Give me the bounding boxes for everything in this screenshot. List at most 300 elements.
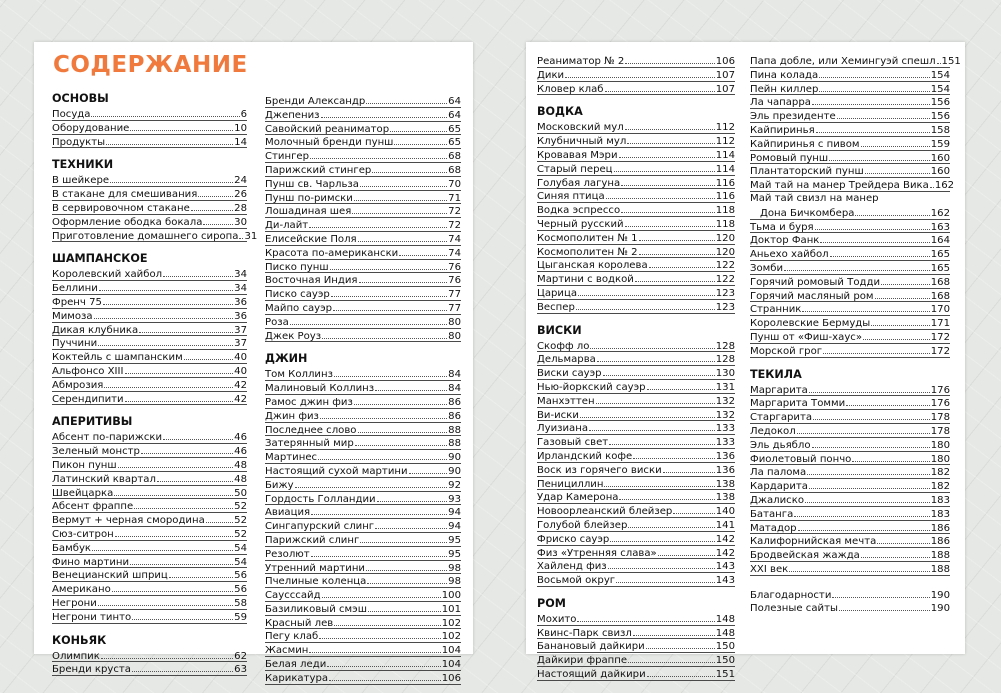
dot-leader [198, 187, 233, 197]
dot-leader [577, 612, 714, 622]
toc-entry[interactable] [265, 478, 461, 492]
toc-entry[interactable] [265, 423, 461, 437]
toc-entry[interactable] [750, 562, 950, 576]
page-number: 80 [448, 316, 461, 328]
toc-entry[interactable] [265, 287, 461, 301]
dot-leader [865, 164, 930, 174]
dot-leader [125, 392, 234, 402]
page-number: 107 [715, 69, 735, 81]
entry-title: Бродвейская жажда [750, 550, 860, 562]
entry-title: Мимоза [52, 310, 93, 322]
dot-leader [377, 492, 448, 502]
toc-entry[interactable] [537, 68, 735, 82]
toc-entry[interactable] [52, 107, 247, 121]
toc-entry[interactable] [537, 300, 735, 314]
toc-entry[interactable] [52, 662, 247, 676]
entry-title: Физ «Утренняя слава» [537, 547, 657, 559]
dot-leader [639, 231, 715, 241]
toc-entry[interactable] [265, 409, 461, 423]
toc-entry[interactable] [265, 315, 461, 329]
toc-entry[interactable] [537, 408, 735, 422]
toc-entry[interactable] [537, 532, 735, 546]
entry-title: Водка эспрессо [537, 205, 621, 217]
toc-entry[interactable] [537, 463, 735, 477]
entry-title: Сюз-ситрон [52, 528, 114, 540]
dot-leader [809, 479, 930, 489]
entry-title: Олимпик [52, 650, 100, 662]
toc-entry[interactable] [52, 649, 247, 663]
toc-entry[interactable] [750, 109, 950, 123]
page-number: 26 [234, 189, 247, 201]
toc-entry[interactable] [537, 176, 735, 190]
toc-entry[interactable] [750, 588, 950, 602]
toc-entry[interactable] [52, 364, 247, 378]
toc-entry[interactable] [265, 395, 461, 409]
toc-entry[interactable] [537, 421, 735, 435]
toc-entry[interactable] [750, 206, 950, 220]
entry-title: Мартинес [265, 452, 318, 464]
dot-leader [633, 626, 715, 636]
page-number: 141 [715, 519, 735, 531]
page-number: 186 [930, 536, 950, 548]
toc-entry[interactable] [750, 289, 950, 303]
toc-entry[interactable] [537, 189, 735, 203]
toc-entry[interactable] [537, 54, 735, 68]
dot-leader [334, 367, 447, 377]
toc-entry[interactable] [537, 217, 735, 231]
entry-title: Американо [52, 584, 111, 596]
page-number: 46 [234, 432, 247, 444]
page-number: 74 [448, 233, 461, 245]
toc-entry[interactable] [750, 465, 950, 479]
entry-title: Коктейль с шампанским [52, 352, 183, 364]
entry-title: Клубничный мул [537, 136, 627, 148]
dot-leader [580, 408, 715, 418]
page-number: 46 [234, 446, 247, 458]
toc-entry[interactable] [537, 490, 735, 504]
toc-entry[interactable] [265, 108, 461, 122]
toc-entry[interactable] [537, 546, 735, 560]
toc-entry[interactable] [750, 123, 950, 137]
toc-entry[interactable] [52, 610, 247, 624]
toc-entry[interactable] [750, 164, 950, 178]
page-number: 136 [715, 464, 735, 476]
toc-entry[interactable] [52, 513, 247, 527]
page-number: 86 [448, 396, 461, 408]
toc-entry[interactable] [750, 452, 950, 466]
toc-entry[interactable] [265, 602, 461, 616]
entry-title: Эль президенте [750, 111, 836, 123]
toc-entry[interactable] [537, 518, 735, 532]
toc-entry[interactable] [52, 555, 247, 569]
page-number: 54 [234, 556, 247, 568]
toc-entry[interactable] [750, 438, 950, 452]
toc-entry[interactable] [265, 329, 461, 343]
toc-entry[interactable] [52, 229, 258, 243]
dot-leader [114, 486, 233, 496]
toc-entry[interactable] [750, 316, 950, 330]
dot-leader [614, 162, 715, 172]
dot-leader [125, 364, 234, 374]
page-number: 59 [234, 611, 247, 623]
toc-entry[interactable] [750, 424, 950, 438]
toc-entry[interactable] [265, 163, 461, 177]
toc-entry[interactable] [52, 336, 247, 350]
entry-title: Красота по-американски [265, 247, 399, 259]
toc-entry[interactable] [265, 246, 461, 260]
page-number: 128 [715, 340, 735, 352]
dot-leader [855, 206, 929, 216]
toc-entry[interactable] [750, 261, 950, 275]
toc-entry[interactable] [537, 272, 735, 286]
toc-entry[interactable] [265, 450, 461, 464]
entry-title: Аньехо хайбол [750, 249, 829, 261]
toc-entry[interactable] [265, 533, 461, 547]
toc-entry[interactable] [265, 94, 461, 108]
page-number: 143 [715, 561, 735, 573]
toc-entry[interactable] [537, 626, 735, 640]
entry-title: Новоорлеанский блейзер [537, 506, 673, 518]
entry-title: Бамбук [52, 542, 92, 554]
toc-entry[interactable] [265, 122, 461, 136]
section-spacer [52, 148, 247, 158]
toc-entry[interactable] [537, 573, 735, 587]
dot-leader [823, 344, 930, 354]
toc-entry[interactable] [265, 671, 461, 685]
dot-leader [367, 574, 447, 584]
toc-entry[interactable] [52, 472, 247, 486]
entry-title: Веспер [537, 301, 575, 313]
toc-entry[interactable] [52, 378, 247, 392]
toc-entry[interactable] [537, 162, 735, 176]
toc-entry[interactable] [52, 582, 247, 596]
toc-entry[interactable] [537, 394, 735, 408]
page-number: 65 [448, 137, 461, 149]
dot-leader [104, 378, 233, 388]
toc-entry[interactable] [750, 479, 950, 493]
toc-entry[interactable] [537, 258, 735, 272]
toc-entry[interactable] [537, 435, 735, 449]
toc-entry[interactable] [537, 366, 735, 380]
entry-title: Кардарита [750, 481, 808, 493]
toc-entry[interactable] [537, 667, 735, 681]
page-number: 180 [930, 439, 950, 451]
toc-entry[interactable] [537, 612, 735, 626]
toc-entry[interactable] [265, 177, 461, 191]
toc-entry[interactable] [52, 541, 247, 555]
toc-entry[interactable] [537, 231, 735, 245]
dot-leader [322, 329, 447, 339]
dot-leader [815, 220, 930, 230]
toc-entry[interactable] [265, 260, 461, 274]
toc-entry[interactable] [52, 215, 247, 229]
entry-title: Воск из горячего виски [537, 464, 662, 476]
toc-entry[interactable] [265, 301, 461, 315]
toc-entry[interactable] [265, 464, 461, 478]
page-number: 63 [234, 664, 247, 676]
toc-entry[interactable] [52, 323, 247, 337]
toc-entry[interactable] [52, 309, 247, 323]
toc-entry[interactable] [537, 449, 735, 463]
toc-entry[interactable] [52, 267, 247, 281]
toc-entry[interactable] [750, 247, 950, 261]
dot-leader [628, 518, 714, 528]
dot-leader [311, 505, 447, 515]
entry-title: Пунш по-римски [265, 192, 353, 204]
page-number: 40 [234, 365, 247, 377]
entry-title: Матадор [750, 522, 797, 534]
entry-title: Кайпиринья [750, 124, 815, 136]
toc-entry[interactable] [537, 120, 735, 134]
entry-title: Пунш св. Чарльза [265, 178, 359, 190]
page-number: 71 [448, 192, 461, 204]
toc-entry[interactable] [265, 232, 461, 246]
toc-entry[interactable] [52, 568, 247, 582]
dot-leader [663, 463, 715, 473]
entry-title: Приготовление домашнего сиропа [52, 230, 239, 242]
dot-leader [390, 122, 447, 132]
toc-entry[interactable] [750, 330, 950, 344]
toc-entry[interactable] [537, 148, 735, 162]
page-number: 34 [234, 269, 247, 281]
page-number: 72 [448, 220, 461, 232]
entry-title: Красный лев [265, 617, 334, 629]
toc-entry[interactable] [537, 82, 735, 96]
toc-entry[interactable] [265, 657, 461, 671]
toc-entry[interactable] [750, 68, 950, 82]
entry-title: Голубая лагуна [537, 177, 621, 189]
toc-entry[interactable] [265, 381, 461, 395]
dot-leader [184, 350, 233, 360]
dot-leader [621, 176, 715, 186]
toc-entry[interactable] [537, 245, 735, 259]
dot-leader [647, 380, 715, 390]
page-number: 165 [930, 249, 950, 261]
page-number: 98 [448, 576, 461, 588]
entry-title: Голубой блейзер [537, 519, 628, 531]
toc-entry[interactable] [537, 477, 735, 491]
toc-entry[interactable] [750, 220, 950, 234]
dot-leader [191, 201, 233, 211]
page-number: 176 [930, 384, 950, 396]
dot-leader [658, 546, 715, 556]
toc-entry[interactable] [265, 436, 461, 450]
page-number: 188 [930, 550, 950, 562]
entry-title: В сервировочном стакане [52, 202, 190, 214]
toc-entry[interactable] [52, 499, 247, 513]
entry-title: Продукты [52, 136, 106, 148]
toc-entry[interactable] [750, 383, 950, 397]
dot-leader [141, 444, 233, 454]
toc-entry[interactable] [537, 339, 735, 353]
toc-entry[interactable] [265, 547, 461, 561]
page-number: 76 [448, 261, 461, 273]
entry-title: XXI век [750, 563, 789, 575]
toc-entry[interactable] [52, 350, 247, 364]
toc-entry[interactable] [750, 95, 950, 109]
toc-entry[interactable] [750, 534, 950, 548]
toc-entry[interactable] [537, 559, 735, 573]
page-number: 123 [715, 301, 735, 313]
toc-entry[interactable] [750, 82, 950, 96]
left-page [34, 42, 473, 684]
toc-column-1 [52, 92, 258, 676]
entry-title: Утренний мартини [265, 562, 365, 574]
toc-entry[interactable] [265, 643, 461, 657]
toc-entry[interactable] [52, 486, 247, 500]
toc-entry[interactable] [52, 295, 247, 309]
entry-title: Беллини [52, 283, 98, 295]
page-number: 31 [244, 230, 258, 242]
page-number: 162 [934, 180, 955, 192]
page-number: 72 [448, 206, 461, 218]
entry-title: Ла чапарра [750, 97, 811, 109]
toc-entry[interactable] [52, 187, 247, 201]
toc-entry[interactable] [537, 286, 735, 300]
toc-entry[interactable] [52, 527, 247, 541]
dot-leader [91, 107, 239, 117]
toc-entry[interactable] [265, 505, 461, 519]
entry-title: Кловер клаб [537, 83, 604, 95]
dot-leader [372, 163, 447, 173]
toc-entry[interactable] [265, 204, 461, 218]
dot-leader [625, 54, 714, 64]
page-number: 133 [715, 437, 735, 449]
dot-leader [635, 272, 715, 282]
toc-entry[interactable] [52, 201, 247, 215]
toc-entry[interactable] [537, 653, 735, 667]
toc-entry[interactable] [265, 629, 461, 643]
toc-entry[interactable] [52, 392, 247, 406]
dot-leader [616, 573, 715, 583]
dot-leader [358, 423, 448, 433]
entry-title: Дона Бичкомбера [760, 207, 855, 219]
page-number: 156 [930, 111, 950, 123]
toc-entry[interactable] [750, 137, 950, 151]
toc-entry[interactable] [750, 151, 950, 165]
toc-entry[interactable] [750, 275, 950, 289]
entry-title: Космополитен № 1 [537, 232, 638, 244]
toc-entry[interactable] [537, 639, 735, 653]
toc-entry[interactable] [52, 121, 247, 135]
entry-title: Писко сауэр [265, 289, 330, 301]
entry-title: Оформление ободка бокала [52, 216, 203, 228]
entry-title: Ви-иски [537, 409, 579, 421]
dot-leader [789, 562, 929, 572]
toc-entry[interactable] [537, 134, 735, 148]
entry-title: Мохито [537, 613, 577, 625]
toc-entry[interactable] [265, 561, 461, 575]
toc-entry[interactable] [537, 203, 735, 217]
dot-leader [597, 352, 715, 362]
page-number: 136 [715, 450, 735, 462]
entry-title: Роза [265, 316, 289, 328]
toc-entry[interactable] [750, 233, 950, 247]
page-number: 10 [234, 122, 247, 134]
toc-column-2 [265, 94, 461, 685]
toc-entry[interactable] [52, 430, 247, 444]
toc-entry[interactable] [750, 493, 950, 507]
toc-entry[interactable] [750, 178, 955, 192]
toc-entry[interactable] [265, 191, 461, 205]
dot-leader [606, 189, 715, 199]
toc-entry[interactable] [750, 192, 950, 206]
toc-entry[interactable] [750, 601, 950, 615]
dot-leader [829, 151, 930, 161]
toc-entry[interactable] [750, 344, 950, 358]
toc-entry[interactable] [52, 596, 247, 610]
dot-leader [206, 513, 233, 523]
toc-entry[interactable] [265, 218, 461, 232]
toc-entry[interactable] [537, 504, 735, 518]
toc-entry[interactable] [750, 410, 950, 424]
page-number: 52 [234, 515, 247, 527]
entry-title: Посуда [52, 109, 91, 120]
page-number: 165 [930, 262, 950, 274]
toc-entry[interactable] [750, 507, 950, 521]
page-number: 90 [448, 465, 461, 477]
toc-entry[interactable] [750, 548, 950, 562]
page-number: 80 [448, 330, 461, 342]
toc-entry[interactable] [265, 492, 461, 506]
toc-entry[interactable] [265, 149, 461, 163]
page-number: 94 [448, 507, 461, 519]
toc-entry[interactable] [52, 281, 247, 295]
page-number: 52 [234, 528, 247, 540]
dot-leader [239, 229, 243, 239]
toc-entry[interactable] [52, 444, 247, 458]
toc-entry[interactable] [52, 135, 247, 149]
toc-entry[interactable] [537, 380, 735, 394]
entry-title: Серендипити [52, 393, 124, 405]
dot-leader [610, 532, 714, 542]
dot-leader [118, 458, 234, 468]
toc-entry[interactable] [265, 519, 461, 533]
entry-title: Стингер [265, 151, 310, 163]
section-spacer [750, 358, 950, 368]
toc-entry[interactable] [537, 352, 735, 366]
entry-title: Дикая клубника [52, 324, 139, 336]
entry-title: Писко пунш [265, 261, 329, 273]
dot-leader [578, 286, 715, 296]
toc-entry[interactable] [265, 574, 461, 588]
entry-title: Калифорнийская мечта [750, 536, 877, 548]
page-number: 37 [234, 338, 247, 350]
toc-entry[interactable] [750, 396, 950, 410]
toc-entry[interactable] [750, 302, 950, 316]
toc-entry[interactable] [265, 616, 461, 630]
toc-entry[interactable] [52, 173, 247, 187]
toc-entry[interactable] [750, 521, 950, 535]
dot-leader [625, 217, 715, 227]
page-number: 14 [234, 136, 247, 148]
toc-entry[interactable] [52, 458, 247, 472]
dot-leader [157, 472, 233, 482]
page-number: 154 [930, 83, 950, 95]
toc-entry[interactable] [265, 367, 461, 381]
page-number: 106 [715, 56, 735, 67]
toc-entry[interactable] [265, 135, 461, 149]
entry-title: Пегу клаб [265, 631, 319, 643]
dot-leader [309, 218, 447, 228]
toc-entry[interactable] [750, 54, 961, 68]
entry-title: Настоящий дайкири [537, 669, 646, 681]
dot-leader [839, 601, 930, 611]
toc-entry[interactable] [265, 588, 461, 602]
toc-entry[interactable] [265, 273, 461, 287]
page-number: 122 [715, 260, 735, 272]
dot-leader [608, 559, 715, 569]
